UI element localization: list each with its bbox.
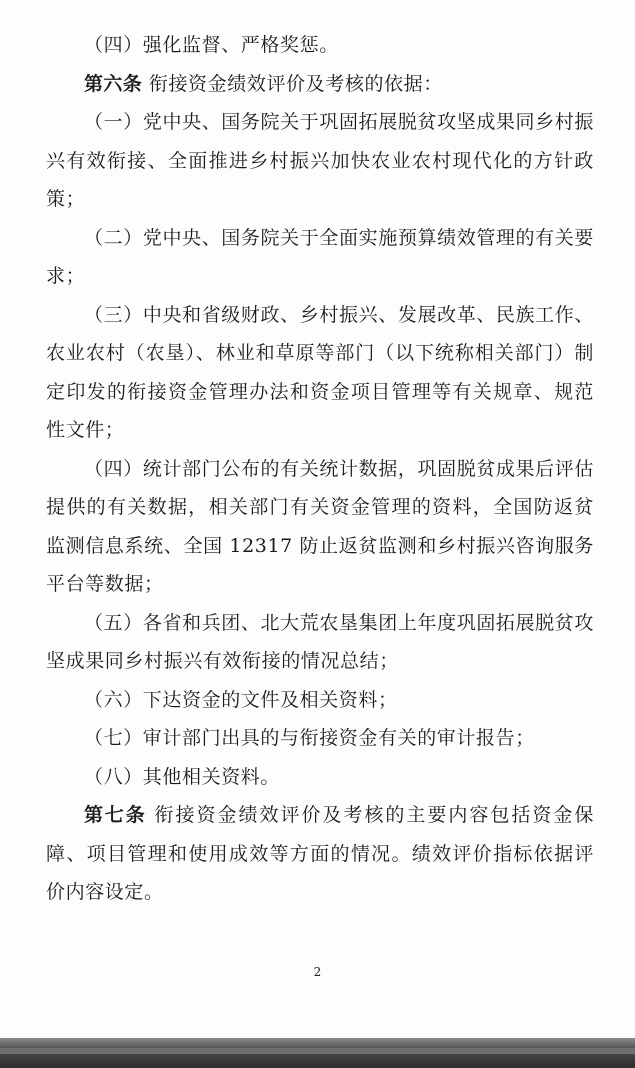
article-six-heading (46, 65, 594, 104)
article-number: 第七条 (84, 804, 147, 826)
basis-item-7 (46, 719, 594, 758)
basis-item-8 (46, 758, 594, 797)
basis-item-5 (46, 604, 594, 681)
viewer-bottom-edge (0, 1038, 635, 1068)
viewer-bottom-stripe (0, 1048, 635, 1054)
basis-item-4 (46, 450, 594, 604)
paragraph-text: （二）党中央、国务院关于全面实施预算绩效管理的有关要求； (46, 226, 594, 287)
basis-item-2 (46, 219, 594, 296)
paragraph-text: （八）其他相关资料。 (84, 765, 281, 788)
document-body (46, 26, 594, 912)
paragraph-text: （四）强化监督、严格奖惩。 (84, 34, 339, 56)
article-number: 第六条 (84, 72, 143, 95)
paragraph-text: （五）各省和兵团、北大荒农垦集团上年度巩固拓展脱贫攻坚成果同乡村振兴有效衔接的情况总结； (46, 611, 594, 672)
page-number: 2 (313, 965, 322, 979)
paragraph-text: （三）中央和省级财政、乡村振兴、发展改革、民族工作、农业农村（农垦）、林业和草原等部门（以下统称相关部门）制定印发的衔接资金管理办法和资金项目管理等有关规章、规范性文件； (46, 303, 594, 441)
basis-item-1 (46, 103, 594, 219)
basis-item-6 (46, 681, 594, 720)
paragraph-text: （四）统计部门公布的有关统计数据，巩固脱贫成果后评估提供的有关数据，相关部门有关资金管理的资料，全国防返贫监测信息系统、全国 12317 防止返贫监测和乡村振兴咨询服务平台等数据； (46, 457, 594, 595)
paragraph-text: （七）审计部门出具的与衔接资金有关的审计报告； (84, 727, 535, 749)
paragraph-text: （六）下达资金的文件及相关资料； (84, 688, 398, 711)
paragraph-text: 衔接资金绩效评价及考核的主要内容包括资金保障、项目管理和使用成效等方面的情况。绩效评价指标依据评价内容设定。 (46, 804, 595, 903)
paragraph-text: 衔接资金绩效评价及考核的依据： (148, 72, 443, 95)
paragraph-text: （一）党中央、国务院关于巩固拓展脱贫攻坚成果同乡村振兴有效衔接、全面推进乡村振兴加快农业农村现代化的方针政策； (46, 111, 594, 210)
article-seven (46, 796, 594, 912)
paragraph-supervision (46, 26, 594, 65)
basis-item-3 (46, 296, 594, 450)
